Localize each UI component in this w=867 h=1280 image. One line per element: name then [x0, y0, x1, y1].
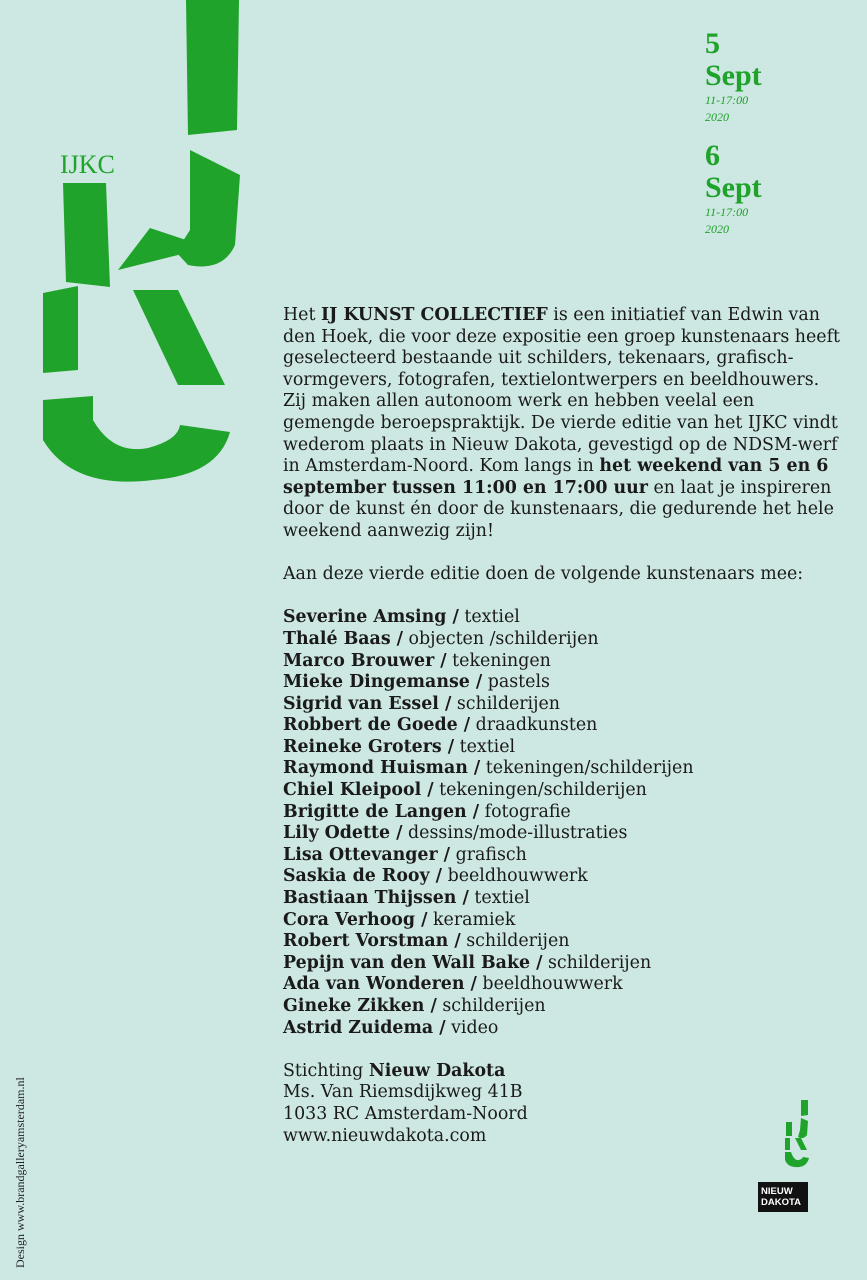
design-credit: Design www.brandgalleryamsterdam.nl	[13, 1077, 27, 1268]
artist-list	[283, 607, 843, 1039]
nd-logo-line: NIEUW	[761, 1186, 793, 1197]
artist-name: Ada van Wonderen /	[283, 974, 477, 995]
artist-name: Marco Brouwer /	[283, 650, 447, 671]
artist-item	[283, 866, 843, 888]
artist-name: Raymond Huisman /	[283, 758, 481, 779]
artist-item	[283, 758, 843, 780]
intro-bold: het weekend van 5 en 6 september tussen 11:00 en 17:00 uur	[283, 456, 829, 498]
artist-name: Lisa Ottevanger /	[283, 844, 451, 865]
artist-item	[283, 1018, 843, 1040]
date-year: 2020	[705, 110, 729, 124]
artist-medium: fotografie	[479, 801, 571, 822]
date-month: Sept	[705, 171, 762, 204]
address-block	[283, 1061, 843, 1147]
artist-medium: grafisch	[450, 844, 527, 865]
artist-name: Brigitte de Langen /	[283, 801, 480, 822]
address-street: Ms. Van Riemsdijkweg 41B	[283, 1082, 523, 1103]
artist-item	[283, 651, 843, 673]
artist-item	[283, 780, 843, 802]
date-year: 2020	[705, 222, 729, 236]
artist-medium: objecten /schilderijen	[403, 628, 599, 649]
date-day: 5	[705, 27, 720, 60]
artist-name: Lily Odette /	[283, 823, 403, 844]
artist-medium: video	[445, 1017, 499, 1038]
nieuw-dakota-logo	[758, 1182, 808, 1212]
artist-name: Severine Amsing /	[283, 607, 459, 628]
address-web: www.nieuwdakota.com	[283, 1125, 487, 1146]
date-time: 11-17:00	[705, 93, 749, 107]
intro-paragraph	[283, 305, 843, 543]
artist-medium: tekeningen/schilderijen	[433, 780, 647, 801]
artist-medium: schilderijen	[436, 996, 546, 1016]
artist-name: Saskia de Rooy /	[283, 866, 443, 887]
artist-medium: textiel	[458, 607, 520, 628]
address-city: 1033 RC Amsterdam-Noord	[283, 1103, 528, 1124]
artist-item	[283, 737, 843, 759]
artist-item	[283, 953, 843, 975]
artist-medium: keramiek	[427, 909, 516, 930]
artist-name: Chiel Kleipool /	[283, 780, 434, 801]
artist-medium: pastels	[482, 672, 550, 693]
artist-item	[283, 845, 843, 867]
artist-medium: draadkunsten	[470, 715, 598, 736]
artist-name: Sigrid van Essel /	[283, 693, 452, 714]
artist-name: Bastiaan Thijssen /	[283, 888, 469, 909]
artist-name: Robbert de Goede /	[283, 715, 471, 736]
artist-name: Robert Vorstman /	[283, 931, 461, 952]
artist-name: Cora Verhoog /	[283, 909, 428, 930]
ijkc-big-logo-icon	[38, 0, 248, 500]
date-block	[705, 140, 762, 238]
artist-item	[283, 629, 843, 651]
artist-name: Astrid Zuidema /	[283, 1017, 446, 1038]
artist-medium: schilderijen	[451, 693, 560, 714]
artist-name: Mieke Dingemanse /	[283, 672, 483, 693]
artist-item	[283, 672, 843, 694]
artist-item	[283, 888, 843, 910]
date-month: Sept	[705, 59, 762, 92]
artist-item	[283, 974, 843, 996]
artist-medium: schilderijen	[460, 931, 570, 952]
artist-medium: tekeningen	[446, 650, 551, 671]
address-org-name: Nieuw Dakota	[368, 1060, 506, 1081]
date-day: 6	[705, 139, 720, 172]
intro-text: en laat je inspireren door de kunst én door de kunstenaars, die gedurende het hele weekend aanwezig zijn!	[283, 477, 834, 541]
artist-medium: tekeningen/schilderijen	[480, 758, 694, 779]
artist-item	[283, 607, 843, 629]
artist-medium: beeldhouwwerk	[476, 974, 623, 995]
artist-item	[283, 910, 843, 932]
nd-logo-line: DAKOTA	[761, 1197, 801, 1208]
artist-item	[283, 715, 843, 737]
artist-item	[283, 694, 843, 716]
artist-medium: beeldhouwwerk	[442, 866, 588, 887]
artist-medium: dessins/mode-illustraties	[402, 823, 628, 844]
event-dates	[705, 28, 762, 252]
date-block	[705, 28, 762, 126]
ijkc-small-logo-icon	[783, 1100, 813, 1170]
artist-medium: schilderijen	[542, 952, 652, 973]
ijkc-small-title: IJKC	[60, 150, 115, 179]
artist-name: Gineke Zikken /	[283, 996, 437, 1016]
artist-medium: textiel	[468, 888, 530, 909]
address-org	[283, 1061, 843, 1083]
intro-text: Het	[283, 305, 321, 325]
artist-item	[283, 802, 843, 824]
date-time: 11-17:00	[705, 205, 749, 219]
artist-name: Thalé Baas /	[283, 628, 404, 649]
intro-bold: IJ KUNST COLLECTIEF	[320, 305, 548, 325]
artist-item	[283, 931, 843, 953]
artist-medium: textiel	[454, 736, 516, 757]
main-text	[283, 305, 843, 1147]
artist-item	[283, 823, 843, 845]
artist-name: Reineke Groters /	[283, 736, 455, 757]
artist-item	[283, 996, 843, 1018]
artists-intro: Aan deze vierde editie doen de volgende kunstenaars mee:	[283, 564, 804, 585]
artist-name: Pepijn van den Wall Bake /	[283, 952, 543, 973]
address-prefix: Stichting	[283, 1060, 369, 1081]
intro-text: is een initiatief van Edwin van den Hoek, die voor deze expositie een groep kunstenaars heeft geselecteerd bestaande uit schilders, tekenaars, grafisch-vormgevers, fotografen, textielontwerpers en beeldhouwers. Zij maken allen autonoom werk en hebben veelal een gemengde beroepspraktijk. De vierde editie van het IJKC vindt wederom plaats in Nieuw Dakota, gevestigd op de NDSM-werf in Amsterdam-Noord. Kom langs in	[283, 305, 840, 477]
